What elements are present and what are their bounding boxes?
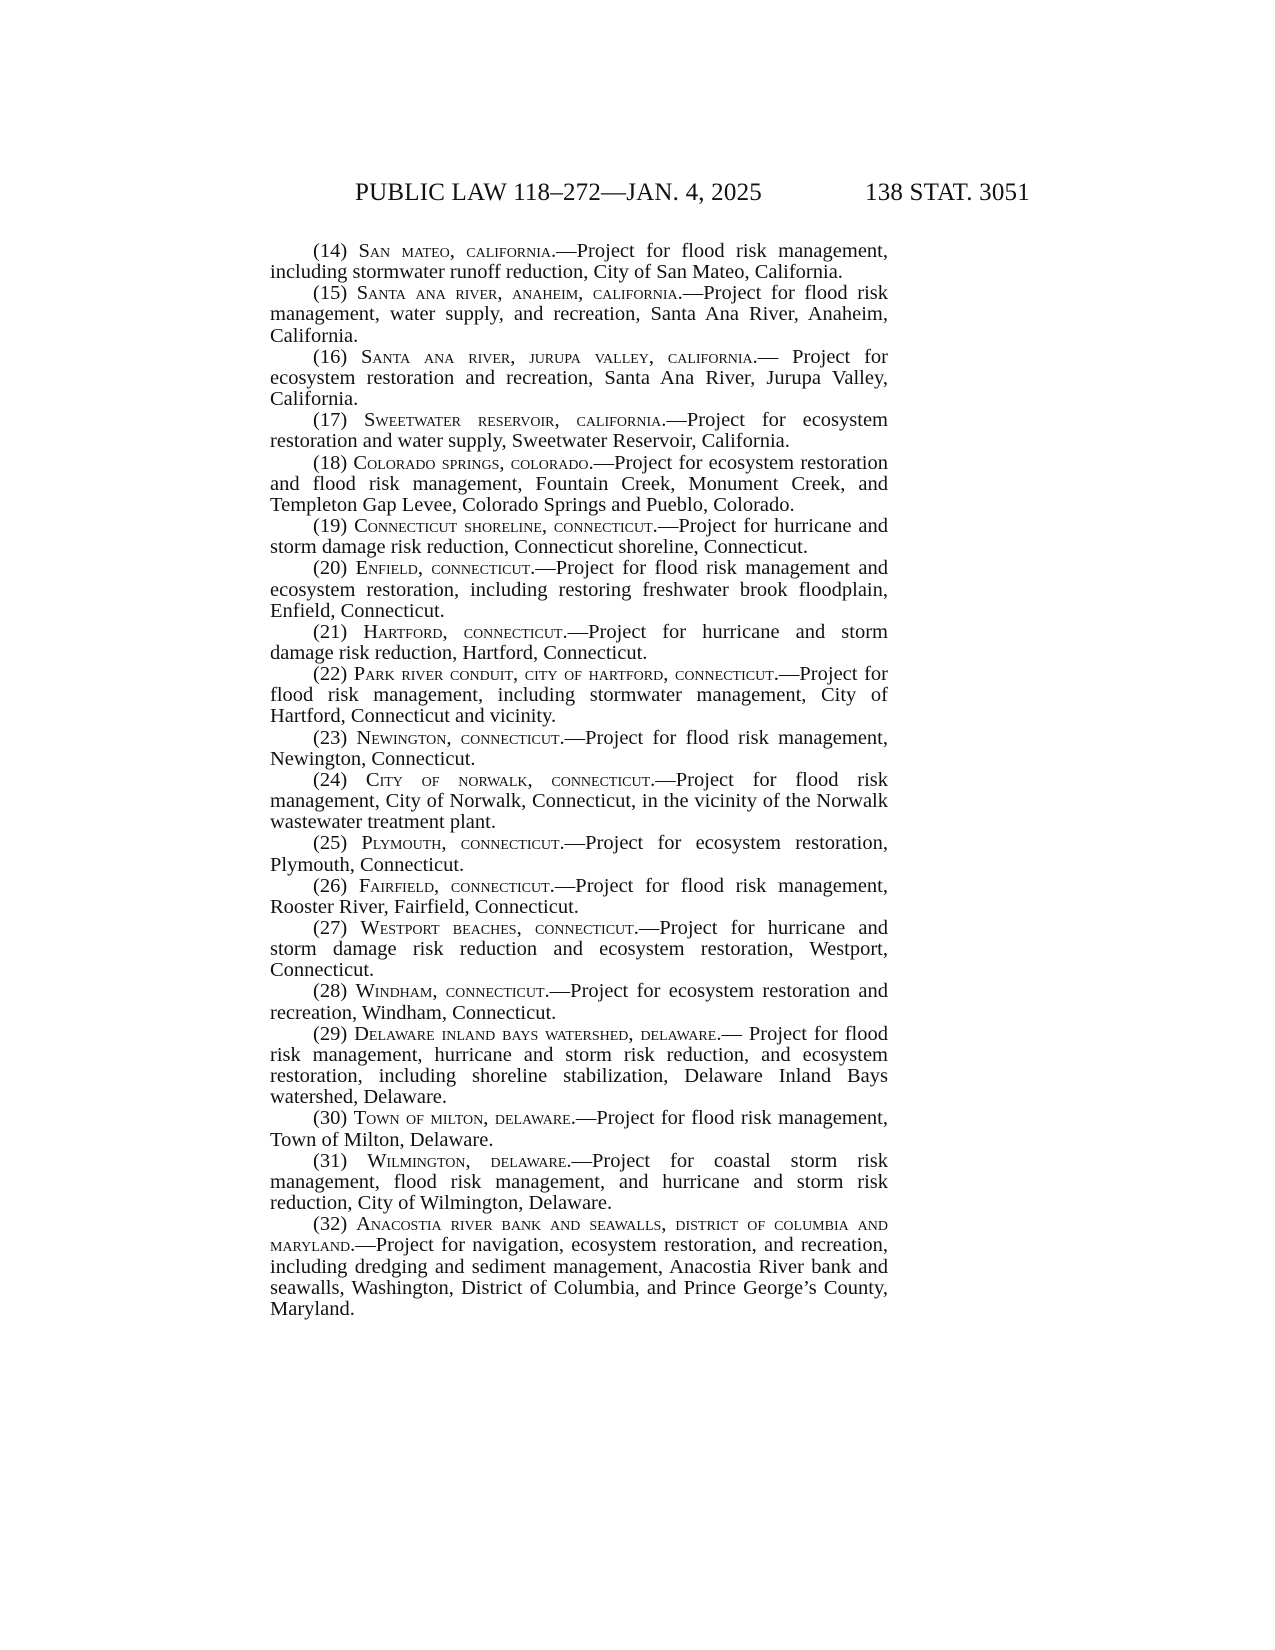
paragraph-heading: Enfield, connecticut. xyxy=(355,557,536,580)
paragraph-text: —Project for flood risk management and ecosystem restoration, including restoring freshwater brook floodplain, Enfield, Connecticut. xyxy=(270,557,888,622)
paragraph-number: (18) xyxy=(313,451,348,474)
paragraph-heading: Wilmington, delaware. xyxy=(367,1149,572,1172)
paragraph-text: —Project for flood risk management, Rooster River, Fairfield, Connecticut. xyxy=(270,874,889,918)
paragraph-heading: City of norwalk, connecticut. xyxy=(365,768,656,791)
paragraph-text: —Project for ecosystem restoration, Plymouth, Connecticut. xyxy=(270,832,888,876)
list-item xyxy=(270,664,888,727)
paragraph-number: (19) xyxy=(313,515,348,538)
paragraph-text: —Project for ecosystem restoration and flood risk management, Fountain Creek, Monument Creek, and Templeton Gap Levee, Colorado Springs and Pueblo, Colorado. xyxy=(270,451,888,516)
paragraph-text: —Project for flood risk management, including stormwater management, City of Hartford, Connecticut and vicinity. xyxy=(270,663,888,728)
paragraph-heading: Newington, connecticut. xyxy=(356,726,565,749)
paragraph-number: (30) xyxy=(313,1107,348,1130)
paragraph-heading: Santa ana river, anaheim, california. xyxy=(356,282,683,305)
paragraph-text: —Project for flood risk management, including stormwater runoff reduction, City of San Mateo, California. xyxy=(270,240,888,284)
statute-page-reference: 138 STAT. 3051 xyxy=(865,179,1030,206)
list-item xyxy=(270,410,888,452)
paragraph-heading: Park river conduit, city of hartford, connecticut. xyxy=(353,663,779,686)
paragraph-text: — Project for flood risk management, hurricane and storm risk reduction, and ecosystem restoration, including shoreline stabilization, Delaware Inland Bays watershed, Delaware. xyxy=(270,1022,888,1109)
paragraph-number: (24) xyxy=(313,768,348,791)
paragraph-text: —Project for hurricane and storm damage risk reduction, Hartford, Connecticut. xyxy=(270,620,888,664)
paragraph-number: (21) xyxy=(313,620,348,643)
paragraph-number: (23) xyxy=(313,726,348,749)
paragraph-number: (14) xyxy=(313,240,348,262)
paragraph-number: (16) xyxy=(313,345,348,368)
list-item xyxy=(270,558,888,621)
paragraph-heading: Sweetwater reservoir, california. xyxy=(364,409,667,432)
list-item xyxy=(270,1108,888,1150)
paragraph-text: —Project for flood risk management, water supply, and recreation, Santa Ana River, Anaheim, California. xyxy=(270,282,888,347)
paragraph-text: — Project for ecosystem restoration and recreation, Santa Ana River, Jurupa Valley, California. xyxy=(270,345,888,411)
paragraph-heading: San mateo, california. xyxy=(358,240,557,262)
paragraph-number: (26) xyxy=(313,874,348,897)
paragraph-heading: Connecticut shoreline, connecticut. xyxy=(354,515,658,538)
list-item xyxy=(270,833,888,875)
paragraph-text: —Project for hurricane and storm damage risk reduction, Connecticut shoreline, Connecticut. xyxy=(270,515,889,559)
paragraph-text: —Project for ecosystem restoration and water supply, Sweetwater Reservoir, California. xyxy=(270,409,888,453)
paragraph-heading: Windham, connecticut. xyxy=(355,980,550,1003)
list-item xyxy=(270,622,888,664)
list-item xyxy=(270,728,888,770)
list-item xyxy=(270,516,888,558)
list-item xyxy=(270,1151,888,1214)
paragraph-text: —Project for hurricane and storm damage risk reduction and ecosystem restoration, Westport, Connecticut. xyxy=(270,917,888,982)
document-body xyxy=(270,241,888,1320)
paragraph-number: (17) xyxy=(313,409,348,432)
running-head-title: PUBLIC LAW 118–272—JAN. 4, 2025 xyxy=(355,179,762,206)
list-item xyxy=(270,453,888,516)
paragraph-heading: Anacostia river bank and seawalls, district of columbia and maryland. xyxy=(270,1213,888,1257)
list-item xyxy=(270,347,888,410)
paragraph-heading: Fairfield, connecticut. xyxy=(358,874,555,897)
paragraph-number: (15) xyxy=(313,282,348,305)
list-item xyxy=(270,283,888,346)
paragraph-text: —Project for ecosystem restoration and recreation, Windham, Connecticut. xyxy=(270,980,888,1024)
paragraph-number: (22) xyxy=(313,663,348,686)
list-item xyxy=(270,1024,888,1109)
paragraph-heading: Town of milton, delaware. xyxy=(353,1107,576,1130)
paragraph-number: (20) xyxy=(313,557,348,580)
paragraph-text: —Project for flood risk management, City of Norwalk, Connecticut, in the vicinity of the Norwalk wastewater treatment plant. xyxy=(270,768,889,834)
list-item xyxy=(270,981,888,1023)
list-item xyxy=(270,1214,888,1320)
paragraph-heading: Westport beaches, connecticut. xyxy=(360,917,639,939)
page-header xyxy=(0,179,1275,219)
paragraph-number: (27) xyxy=(313,917,348,939)
paragraph-number: (25) xyxy=(313,832,348,855)
paragraph-number: (32) xyxy=(313,1213,348,1236)
paragraph-text: —Project for flood risk management, Newington, Connecticut. xyxy=(270,726,888,770)
paragraph-number: (29) xyxy=(313,1022,348,1045)
list-item xyxy=(270,876,888,918)
list-item xyxy=(270,918,888,981)
paragraph-number: (28) xyxy=(313,980,348,1003)
list-item xyxy=(270,770,888,833)
list-item xyxy=(270,241,888,283)
paragraph-text: —Project for navigation, ecosystem restoration, and recreation, including dredging and sediment management, Anacostia River bank and seawalls, Washington, District of Columbia, and Prince George’s County, Maryland. xyxy=(270,1234,888,1320)
paragraph-number: (31) xyxy=(313,1149,348,1172)
paragraph-text: —Project for flood risk management, Town of Milton, Delaware. xyxy=(270,1107,888,1151)
paragraph-text: —Project for coastal storm risk management, flood risk management, and hurricane and storm risk reduction, City of Wilmington, Delaware. xyxy=(270,1149,889,1215)
paragraph-heading: Plymouth, connecticut. xyxy=(361,832,565,855)
paragraph-heading: Santa ana river, jurupa valley, california. xyxy=(361,345,758,368)
paragraph-heading: Delaware inland bays watershed, delaware. xyxy=(354,1022,722,1045)
paragraph-heading: Hartford, connecticut. xyxy=(363,620,568,643)
paragraph-heading: Colorado springs, colorado. xyxy=(353,451,594,474)
